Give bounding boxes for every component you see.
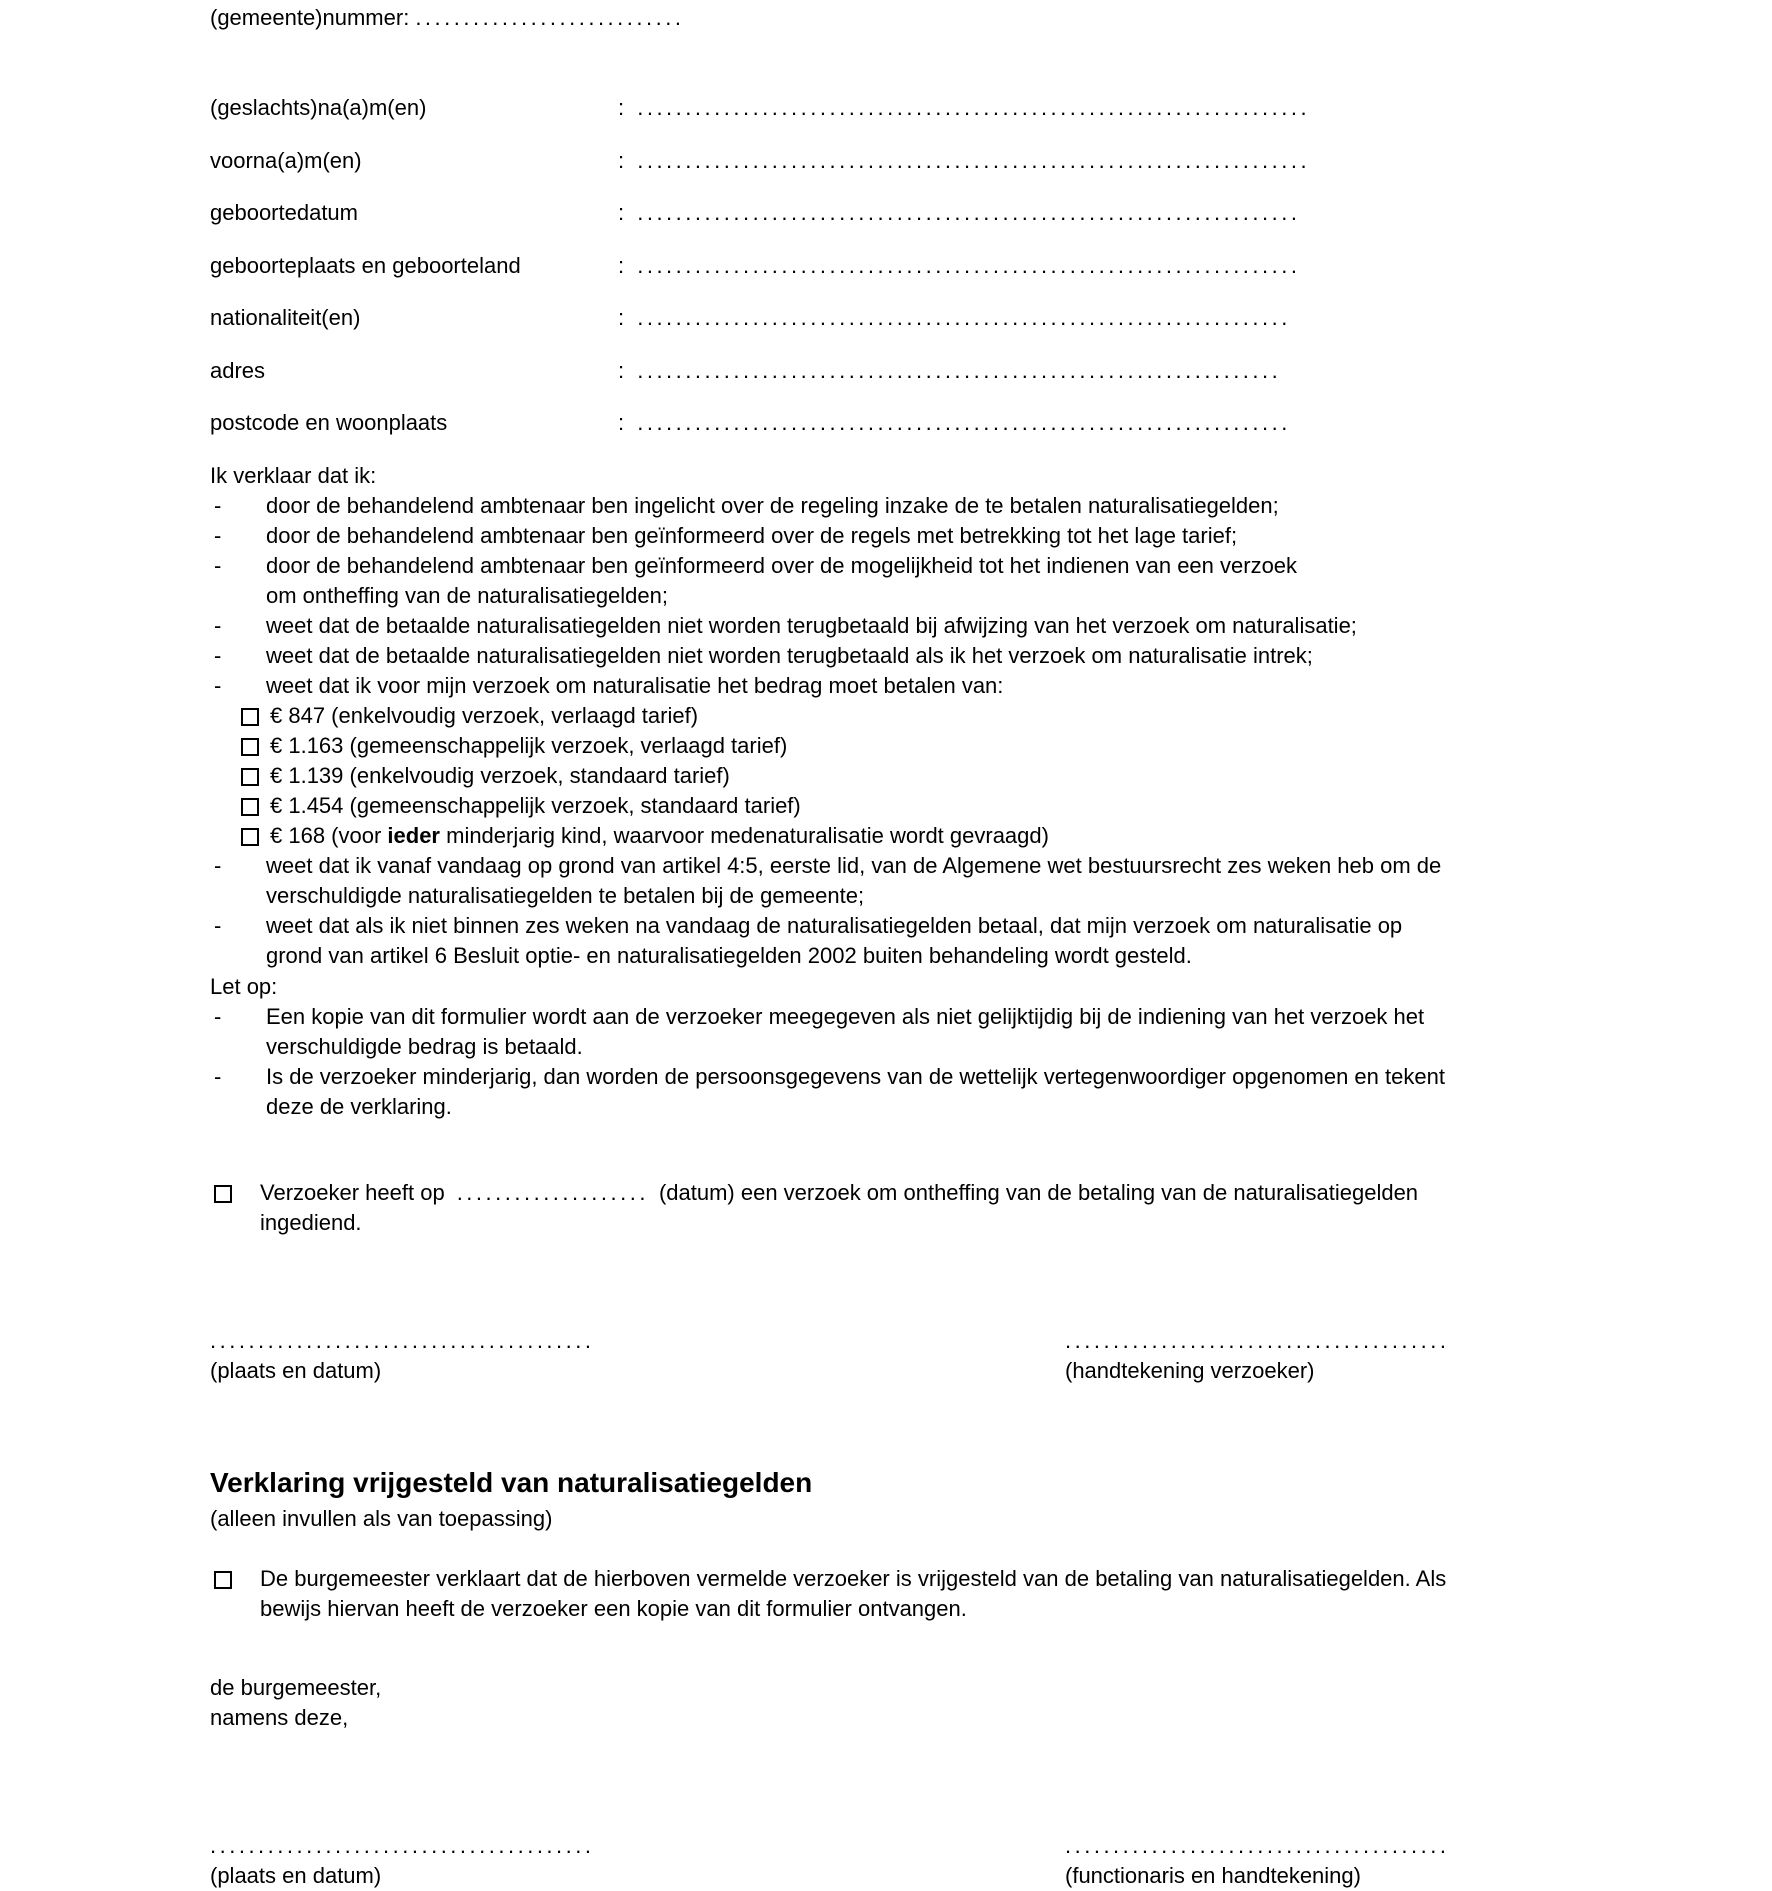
field-fill-line[interactable]: : ...................................................................... (618, 147, 1311, 173)
let-op-bullet (210, 1062, 1590, 1122)
declaration-bullet (210, 491, 1590, 521)
bullet-text (266, 551, 1590, 611)
bullet-dash: - (214, 522, 222, 548)
let-op-bullet (210, 1002, 1590, 1062)
field-label: postcode en woonplaats (210, 410, 448, 435)
ontheffing-line1 (260, 1178, 1590, 1208)
gemeente-number-label: (gemeente)nummer: (210, 5, 410, 30)
field-fill-line[interactable]: : .................................................................... (618, 410, 1291, 435)
signature-place-date (210, 1326, 1065, 1386)
fee-option-168 (210, 821, 1590, 851)
bullet-dash: - (214, 912, 222, 938)
bullet-line: verschuldigde bedrag is betaald. (266, 1033, 583, 1059)
fee-option-text-pre: € 168 (voor (270, 822, 388, 848)
field-label: nationaliteit(en) (210, 305, 361, 330)
checkbox-icon[interactable] (241, 798, 259, 816)
field-row-voornamen (210, 146, 1590, 176)
burgemeester-line2: namens deze, (210, 1704, 349, 1730)
signature-place-date (210, 1831, 1065, 1891)
field-fill-line[interactable]: : ................................................................... (618, 357, 1282, 383)
field-label: (geslachts)na(a)m(en) (210, 95, 427, 120)
bullet-line: om ontheffing van de naturalisatiegelden; (266, 582, 668, 608)
checkbox-icon[interactable] (241, 768, 259, 786)
bullet-dash: - (214, 642, 222, 668)
signature-row-applicant (210, 1326, 1590, 1386)
bullet-text (266, 1002, 1590, 1062)
declaration-section (210, 461, 1590, 971)
burgemeester-line1: de burgemeester, (210, 1674, 382, 1700)
signature-fill-line[interactable]: ........................................ (1065, 1832, 1450, 1858)
checkbox-icon[interactable] (241, 828, 259, 846)
field-label: voorna(a)m(en) (210, 147, 362, 173)
bullet-text (266, 911, 1590, 971)
fee-option-1454 (210, 791, 1590, 821)
field-row-nationaliteit (210, 303, 1590, 333)
declaration-bullet (210, 911, 1590, 971)
bullet-text: door de behandelend ambtenaar ben ingelicht over de regeling inzake de te betalen naturalisatiegelden; (266, 492, 1279, 518)
field-fill-line[interactable]: : ...................................................................... (618, 95, 1311, 120)
signature-applicant (1065, 1326, 1590, 1386)
field-row-geslachtsnaam (210, 93, 1590, 123)
bullet-line: Is de verzoeker minderjarig, dan worden de persoonsgegevens van de wettelijk vertegenwoordiger opgenomen en tekent (266, 1063, 1445, 1089)
bullet-dash: - (214, 612, 222, 638)
field-row-postcode (210, 408, 1590, 438)
bullet-dash: - (214, 852, 222, 878)
ontheffing-text (260, 1178, 1590, 1238)
signature-label: (plaats en datum) (210, 1862, 382, 1888)
bullet-text: weet dat de betaalde naturalisatiegelden niet worden terugbetaald als ik het verzoek om naturalisatie intrek; (266, 642, 1313, 668)
declaration-bullet (210, 551, 1590, 611)
fee-option-text-post: minderjarig kind, waarvoor medenaturalisatie wordt gevraagd) (440, 822, 1049, 848)
fee-option-text-bold: ieder (387, 822, 440, 848)
fee-option-847 (210, 701, 1590, 731)
bullet-dash: - (214, 552, 222, 578)
bullet-line: grond van artikel 6 Besluit optie- en naturalisatiegelden 2002 buiten behandeling wordt gesteld. (266, 942, 1192, 968)
field-fill-line[interactable]: : ..................................................................... (618, 200, 1301, 225)
signature-row-official (210, 1831, 1590, 1891)
signature-label: (plaats en datum) (210, 1357, 382, 1383)
fee-option-1163 (210, 731, 1590, 761)
burgemeester-check-line2: bewijs hiervan heeft de verzoeker een kopie van dit formulier ontvangen. (260, 1595, 967, 1621)
declaration-bullet (210, 611, 1590, 641)
field-fill-line[interactable]: : ..................................................................... (618, 252, 1301, 278)
field-label: geboorteplaats en geboorteland (210, 252, 521, 278)
declaration-bullet (210, 521, 1590, 551)
signature-label: (functionaris en handtekening) (1065, 1862, 1361, 1888)
ontheffing-date-fill-line[interactable]: .................... (456, 1179, 649, 1205)
checkbox-icon[interactable] (214, 1185, 232, 1203)
ontheffing-line2: ingediend. (260, 1209, 362, 1235)
fee-option-label: € 1.454 (gemeenschappelijk verzoek, standaard tarief) (270, 792, 801, 818)
signature-official (1065, 1831, 1590, 1891)
bullet-text: door de behandelend ambtenaar ben geïnformeerd over de regels met betrekking tot het lage tarief; (266, 522, 1238, 548)
section-subtitle: (alleen invullen als van toepassing) (210, 1505, 553, 1531)
signature-label: (handtekening verzoeker) (1065, 1357, 1315, 1383)
field-label: geboortedatum (210, 200, 358, 225)
section-heading-vrijgesteld: Verklaring vrijgesteld van naturalisatiegelden (210, 1466, 813, 1498)
bullet-text (266, 1062, 1590, 1122)
field-fill-line[interactable]: : .................................................................... (618, 305, 1291, 330)
signature-fill-line[interactable]: ........................................ (210, 1327, 595, 1353)
burgemeester-check-text (260, 1564, 1590, 1624)
gemeente-number-fill-line[interactable]: ............................ (415, 5, 685, 30)
field-row-geboorteplaats (210, 251, 1590, 281)
fee-option-1139 (210, 761, 1590, 791)
fee-option-label: € 847 (enkelvoudig verzoek, verlaagd tarief) (270, 702, 699, 728)
ontheffing-text-pre: Verzoeker heeft op (260, 1179, 445, 1205)
bullet-dash: - (214, 1063, 222, 1089)
bullet-line: door de behandelend ambtenaar ben geïnformeerd over de mogelijkheid tot het indienen van een verzoek (266, 552, 1298, 578)
signature-fill-line[interactable]: ........................................ (210, 1832, 595, 1858)
bullet-dash: - (214, 492, 222, 518)
bullet-dash: - (214, 1003, 222, 1029)
personal-data-fields (210, 93, 1590, 438)
fee-option-label: € 1.163 (gemeenschappelijk verzoek, verlaagd tarief) (270, 732, 788, 758)
ontheffing-check-paragraph (210, 1178, 1590, 1238)
bullet-line: Een kopie van dit formulier wordt aan de verzoeker meegegeven als niet gelijktijdig bij de indiening van het verzoek het (266, 1003, 1425, 1029)
burgemeester-signoff (210, 1673, 1590, 1733)
burgemeester-check-paragraph (210, 1564, 1590, 1624)
field-label: adres (210, 357, 266, 383)
gemeente-number-row (210, 0, 1590, 33)
let-op-title: Let op: (210, 973, 278, 999)
burgemeester-check-line1: De burgemeester verklaart dat de hierboven vermelde verzoeker is vrijgesteld van de betaling van naturalisatiegelden. Als (260, 1565, 1447, 1591)
bullet-text: weet dat ik voor mijn verzoek om naturalisatie het bedrag moet betalen van: (266, 672, 1004, 698)
field-row-geboortedatum (210, 198, 1590, 228)
declaration-intro: Ik verklaar dat ik: (210, 462, 377, 488)
declaration-bullet (210, 851, 1590, 911)
bullet-line: weet dat ik vanaf vandaag op grond van artikel 4:5, eerste lid, van de Algemene wet bestuursrecht zes weken heb om de (266, 852, 1442, 878)
bullet-dash: - (214, 672, 222, 698)
bullet-text: weet dat de betaalde naturalisatiegelden niet worden terugbetaald bij afwijzing van het verzoek om naturalisatie; (266, 612, 1357, 638)
field-row-adres (210, 356, 1590, 386)
fee-option-label (270, 821, 1049, 851)
fee-option-label: € 1.139 (enkelvoudig verzoek, standaard tarief) (270, 762, 730, 788)
checkbox-icon[interactable] (241, 708, 259, 726)
checkbox-icon[interactable] (241, 738, 259, 756)
bullet-line: weet dat als ik niet binnen zes weken na vandaag de naturalisatiegelden betaal, dat mijn verzoek om naturalisatie op (266, 912, 1403, 938)
bullet-line: verschuldigde naturalisatiegelden te betalen bij de gemeente; (266, 882, 865, 908)
ontheffing-text-post: (datum) een verzoek om ontheffing van de betaling van de naturalisatiegelden (658, 1179, 1419, 1205)
bullet-text (266, 851, 1590, 911)
let-op-section (210, 972, 1590, 1122)
bullet-line: deze de verklaring. (266, 1093, 452, 1119)
checkbox-icon[interactable] (214, 1571, 232, 1589)
declaration-bullet (210, 641, 1590, 671)
signature-fill-line[interactable]: ........................................ (1065, 1327, 1450, 1353)
declaration-bullet (210, 671, 1590, 701)
